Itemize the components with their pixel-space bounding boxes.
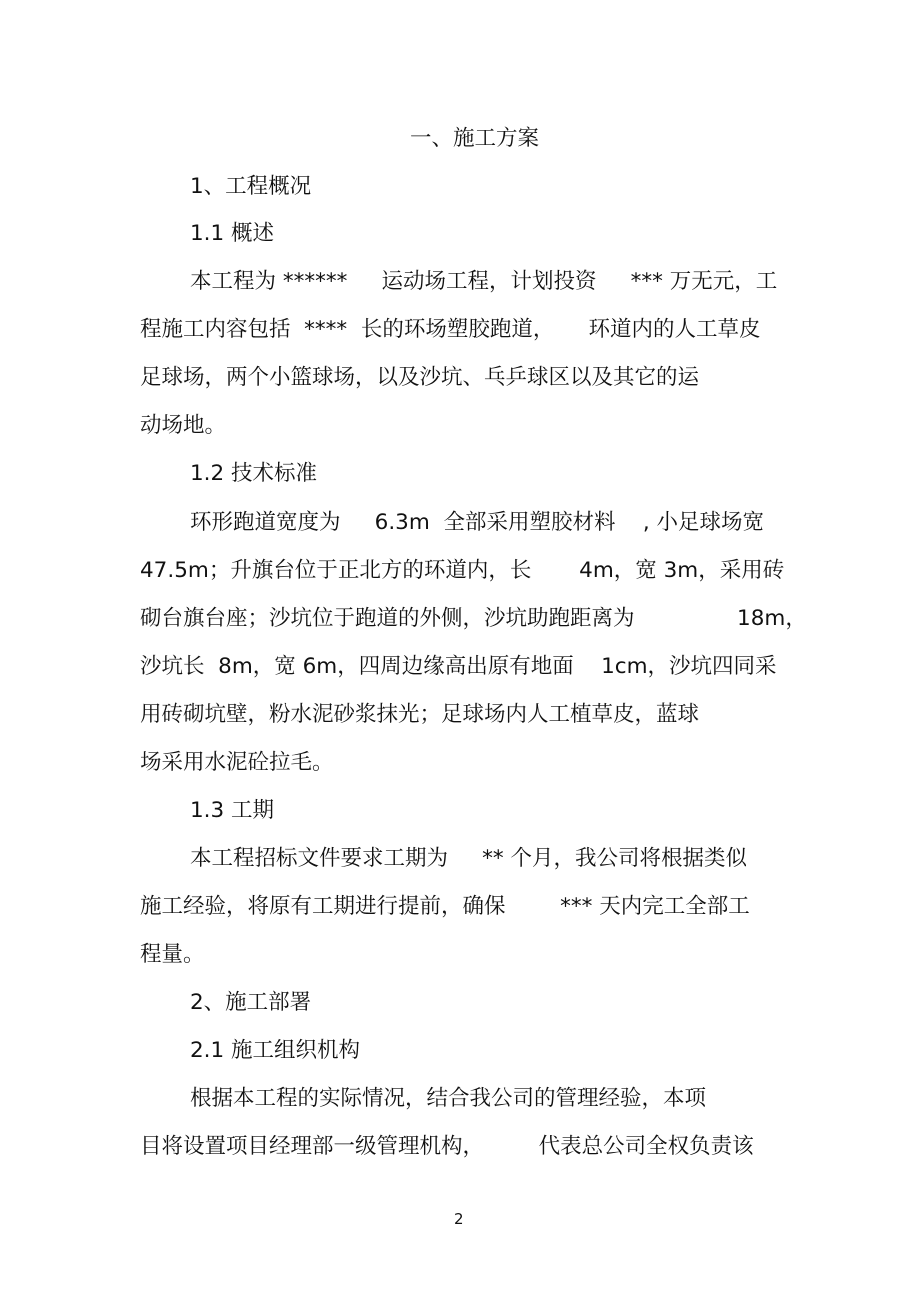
subsection-heading: 2.1 施工组织机构 (190, 1038, 361, 1063)
paragraph-line: 目将设置项目经理部一级管理机构， 代表总公司全权负责该 (140, 1134, 754, 1159)
subsection-heading: 1.1 概述 (190, 221, 275, 246)
paragraph-line: 程施工内容包括 **** 长的环场塑胶跑道， 环道内的人工草皮 (140, 317, 761, 342)
page-title: 一、施工方案 (410, 126, 540, 151)
section-heading: 2、施工部署 (190, 990, 312, 1015)
paragraph-line: 场采用水泥砼拉毛。 (140, 750, 334, 775)
paragraph-line: 施工经验，将原有工期进行提前，确保 *** 天内完工全部工 (140, 894, 750, 919)
subsection-heading: 1.2 技术标准 (190, 461, 318, 486)
subsection-heading: 1.3 工期 (190, 798, 275, 823)
paragraph-line: 用砖砌坑壁，粉水泥砂浆抹光；足球场内人工植草皮，蓝球 (140, 702, 700, 727)
paragraph-line: 砌台旗台座；沙坑位于跑道的外侧，沙坑助跑距离为 18m， (140, 606, 807, 631)
paragraph-line: 本工程招标文件要求工期为 ** 个月，我公司将根据类似 (190, 846, 748, 871)
paragraph-line: 环形跑道宽度为 6.3m 全部采用塑胶材料 , 小足球场宽 (190, 510, 764, 535)
paragraph-line: 47.5m；升旗台位于正北方的环道内，长 4m，宽 3m，采用砖 (140, 558, 785, 583)
section-heading: 1、工程概况 (190, 174, 312, 199)
page-number: 2 (454, 1210, 464, 1228)
paragraph-line: 根据本工程的实际情况，结合我公司的管理经验，本项 (190, 1086, 707, 1111)
paragraph-line: 足球场，两个小篮球场，以及沙坑、乓乒球区以及其它的运 (140, 365, 700, 390)
paragraph-line: 程量。 (140, 942, 205, 967)
paragraph-line: 动场地。 (140, 413, 227, 438)
paragraph-line: 本工程为 ****** 运动场工程，计划投资 *** 万无元，工 (190, 269, 778, 294)
paragraph-line: 沙坑长 8m，宽 6m，四周边缘高出原有地面 1cm，沙坑四同采 (140, 654, 777, 679)
